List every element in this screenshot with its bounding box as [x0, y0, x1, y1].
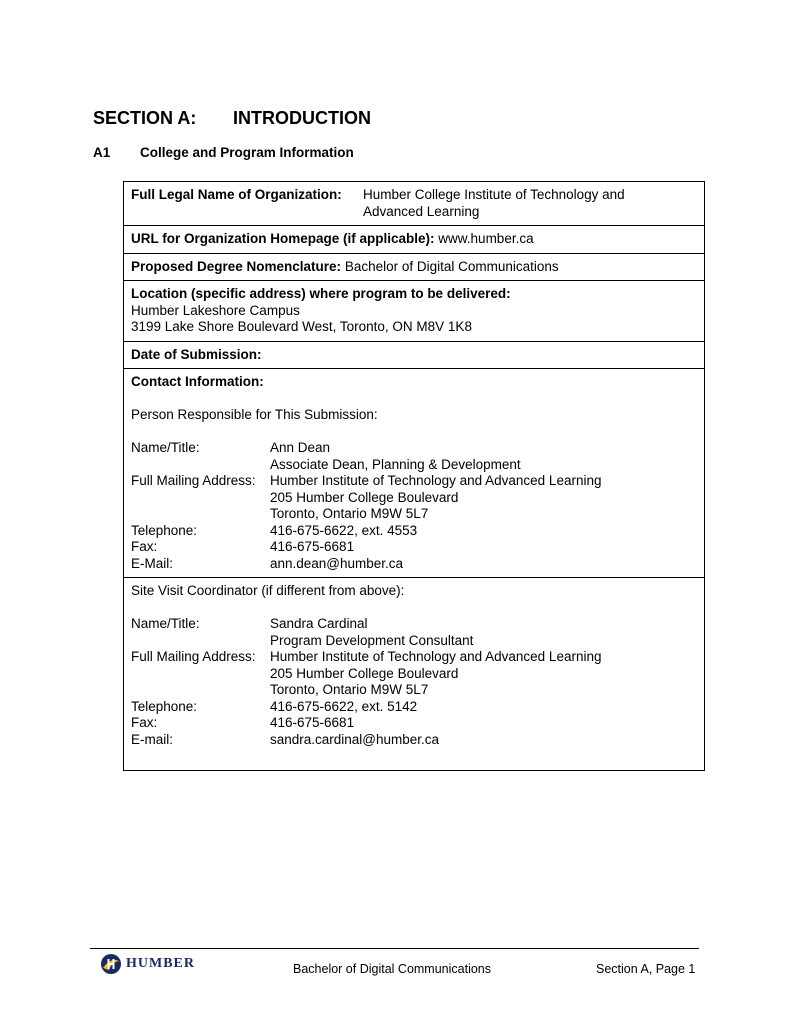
degree-label: Proposed Degree Nomenclature: — [131, 258, 342, 274]
submission-date-row — [124, 342, 704, 370]
contact-address-pair — [131, 473, 697, 523]
location-label: Location (specific address) where program to be delivered: — [131, 286, 511, 301]
site-visit-email-label: E-mail: — [131, 731, 174, 747]
site-visit-row — [124, 578, 704, 770]
site-visit-fax: 416-675-6681 — [270, 715, 355, 730]
legal-name-value-line: Advanced Learning — [363, 203, 480, 219]
url-row — [124, 226, 704, 254]
site-visit-address-line: Toronto, Ontario M9W 5L7 — [270, 682, 429, 697]
site-visit-phone-label: Telephone: — [131, 698, 198, 714]
sub-heading-title: College and Program Information — [140, 145, 354, 160]
section-heading — [93, 108, 371, 129]
location-line: 3199 Lake Shore Boulevard West, Toronto, ON M8V 1K8 — [131, 319, 472, 334]
sub-heading — [93, 145, 354, 160]
humber-logo-icon — [100, 953, 122, 975]
site-visit-address-label: Full Mailing Address: — [131, 649, 256, 664]
contact-email-pair — [131, 556, 697, 573]
footer-page-number: Section A, Page 1 — [596, 962, 696, 976]
degree-row — [124, 254, 704, 282]
site-visit-fax-label: Fax: — [131, 715, 158, 730]
site-visit-email[interactable]: sandra.cardinal@humber.ca — [270, 731, 440, 747]
site-visit-address-value — [270, 649, 697, 699]
footer-divider — [90, 948, 699, 949]
contact-address-value — [270, 473, 697, 523]
info-table — [123, 181, 705, 771]
contact-label: Contact Information: — [131, 374, 264, 389]
contact-address-line: Humber Institute of Technology and Advanced Learning — [270, 473, 602, 488]
section-title: INTRODUCTION — [233, 108, 371, 128]
contact-name: Ann Dean — [270, 440, 331, 455]
site-visit-name-label: Name/Title: — [131, 616, 200, 631]
site-visit-title: Program Development Consultant — [270, 632, 474, 648]
url-label: URL for Organization Homepage (if applicable): — [131, 231, 435, 246]
legal-name-value-line: Humber College Institute of Technology and — [363, 187, 625, 202]
contact-fax-pair — [131, 539, 697, 556]
legal-name-value — [363, 187, 697, 220]
humber-logo — [100, 953, 195, 975]
site-visit-intro: Site Visit Coordinator (if different from above): — [131, 583, 405, 598]
humber-logo-text: HUMBER — [126, 956, 195, 971]
site-visit-phone: 416-675-6622, ext. 5142 — [270, 698, 418, 714]
legal-name-row — [124, 182, 704, 226]
site-visit-phone-pair — [131, 699, 697, 716]
site-visit-email-pair — [131, 732, 697, 749]
degree-value: Bachelor of Digital Communications — [344, 258, 559, 274]
site-visit-fax-pair — [131, 715, 697, 732]
contact-row — [124, 369, 704, 578]
contact-email[interactable]: ann.dean@humber.ca — [270, 555, 404, 571]
site-visit-address-line: 205 Humber College Boulevard — [270, 665, 459, 681]
url-value[interactable]: www.humber.ca — [438, 231, 534, 246]
contact-fax-label: Fax: — [131, 539, 158, 554]
sub-heading-number: A1 — [93, 145, 111, 160]
contact-phone-label: Telephone: — [131, 522, 198, 538]
site-visit-name-value — [270, 616, 697, 649]
contact-phone: 416-675-6622, ext. 4553 — [270, 522, 418, 538]
contact-email-label: E-Mail: — [131, 555, 174, 571]
contact-name-value — [270, 440, 697, 473]
contact-name-pair — [131, 440, 697, 473]
contact-address-label: Full Mailing Address: — [131, 473, 256, 488]
contact-intro: Person Responsible for This Submission: — [131, 407, 378, 422]
site-visit-address-pair — [131, 649, 697, 699]
site-visit-name: Sandra Cardinal — [270, 616, 368, 631]
contact-address-line: 205 Humber College Boulevard — [270, 489, 459, 505]
location-row — [124, 281, 704, 342]
footer-program: Bachelor of Digital Communications — [293, 962, 492, 976]
submission-date-label: Date of Submission: — [131, 346, 262, 362]
contact-phone-pair — [131, 523, 697, 540]
location-line: Humber Lakeshore Campus — [131, 302, 300, 318]
site-visit-address-line: Humber Institute of Technology and Advanced Learning — [270, 649, 602, 664]
contact-name-label: Name/Title: — [131, 440, 200, 455]
legal-name-label: Full Legal Name of Organization: — [131, 187, 342, 202]
site-visit-name-pair — [131, 616, 697, 649]
contact-fax: 416-675-6681 — [270, 539, 355, 554]
section-label: SECTION A: — [93, 108, 197, 128]
contact-title: Associate Dean, Planning & Development — [270, 456, 521, 472]
contact-address-line: Toronto, Ontario M9W 5L7 — [270, 506, 429, 521]
